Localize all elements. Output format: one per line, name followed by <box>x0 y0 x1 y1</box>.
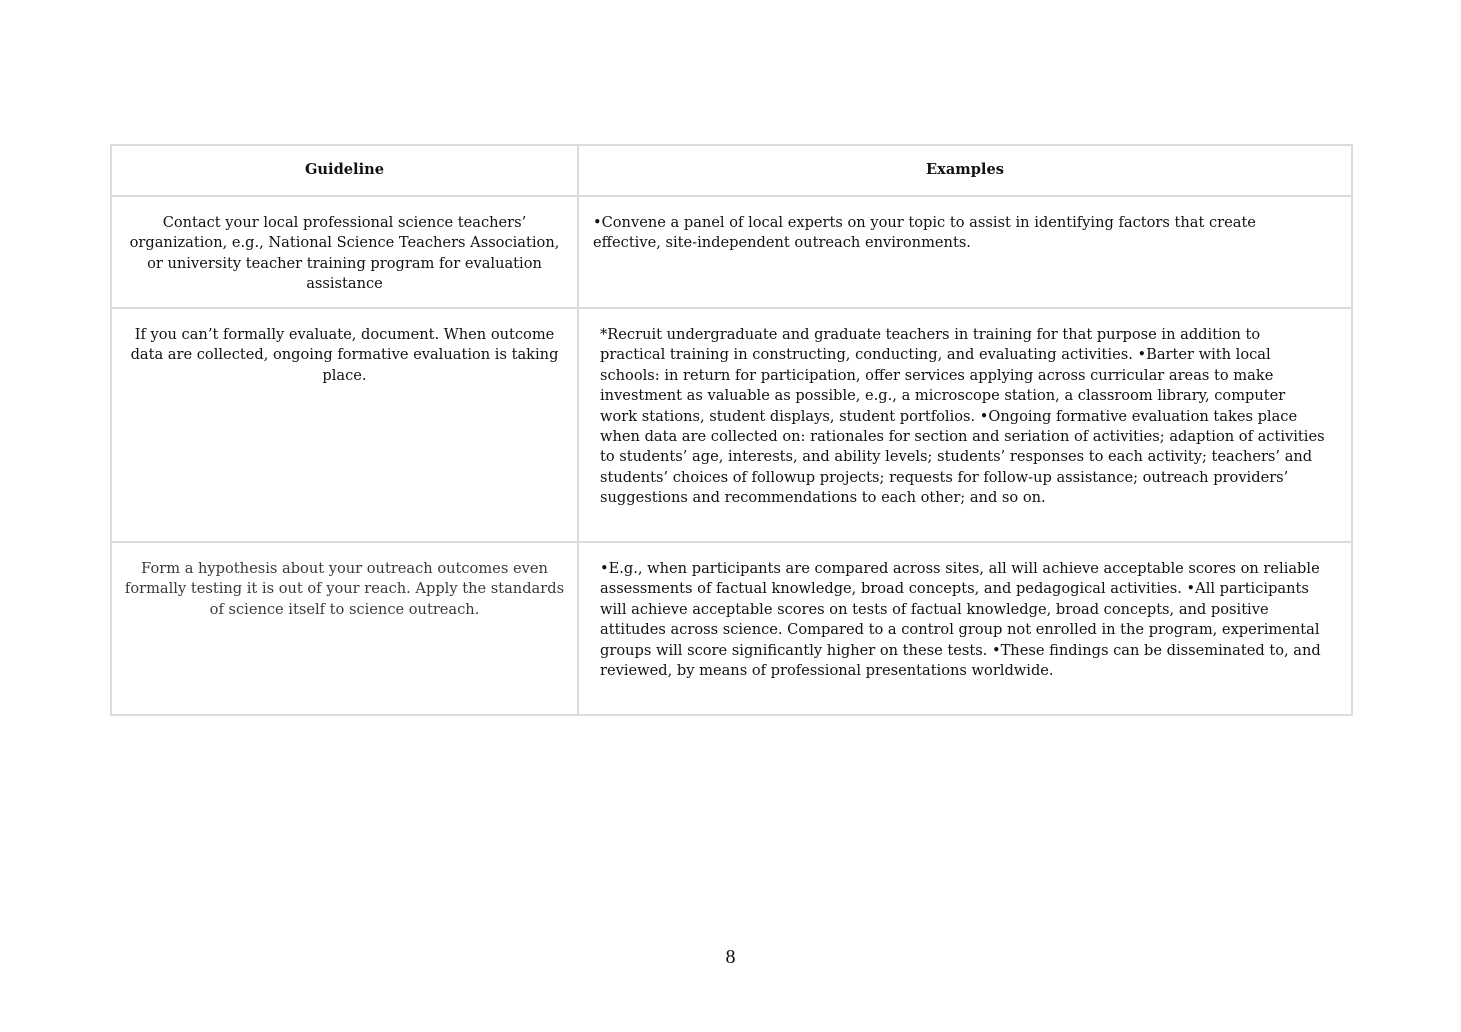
page-number: 8 <box>725 946 736 968</box>
examples-cell: *Recruit undergraduate and graduate teachers in training for that purpose in addition to practical training in constructing, conducting, and evaluating activities. •Barter with local schools: in return for participation, offer services applying across curricular areas to make investment as valuable as possible, e.g., a microscope station, a classroom library, computer work stations, student displays, student portfolios. •Ongoing formative evaluation takes place when data are collected on: rationales for section and seriation of activities; adaption of activities to students’ age, interests, and ability levels; students’ responses to each activity; teachers’ and students’ choices of followup projects; requests for follow-up assistance; outreach providers’ suggestions and recommendations to each other; and so on. <box>578 308 1352 542</box>
table-row <box>111 542 1352 715</box>
table-header-row <box>111 145 1352 196</box>
guideline-cell: Form a hypothesis about your outreach outcomes even formally testing it is out of your reach. Apply the standards of science itself to science outreach. <box>111 542 578 715</box>
guideline-cell: Contact your local professional science teachers’ organization, e.g., National Science Teachers Association, or university teacher training program for evaluation assistance <box>111 196 578 308</box>
guidelines-table <box>110 144 1353 716</box>
guideline-cell: If you can’t formally evaluate, document. When outcome data are collected, ongoing formative evaluation is taking place. <box>111 308 578 542</box>
table-row <box>111 308 1352 542</box>
header-examples: Examples <box>578 145 1352 196</box>
examples-cell: •E.g., when participants are compared across sites, all will achieve acceptable scores on reliable assessments of factual knowledge, broad concepts, and pedagogical activities. •All participants will achieve acceptable scores on tests of factual knowledge, broad concepts, and positive attitudes across science. Compared to a control group not enrolled in the program, experimental groups will score significantly higher on these tests. •These findings can be disseminated to, and reviewed, by means of professional presentations worldwide. <box>578 542 1352 715</box>
header-guideline: Guideline <box>111 145 578 196</box>
examples-cell: •Convene a panel of local experts on your topic to assist in identifying factors that create effective, site-independent outreach environments. <box>578 196 1352 308</box>
table-row <box>111 196 1352 308</box>
